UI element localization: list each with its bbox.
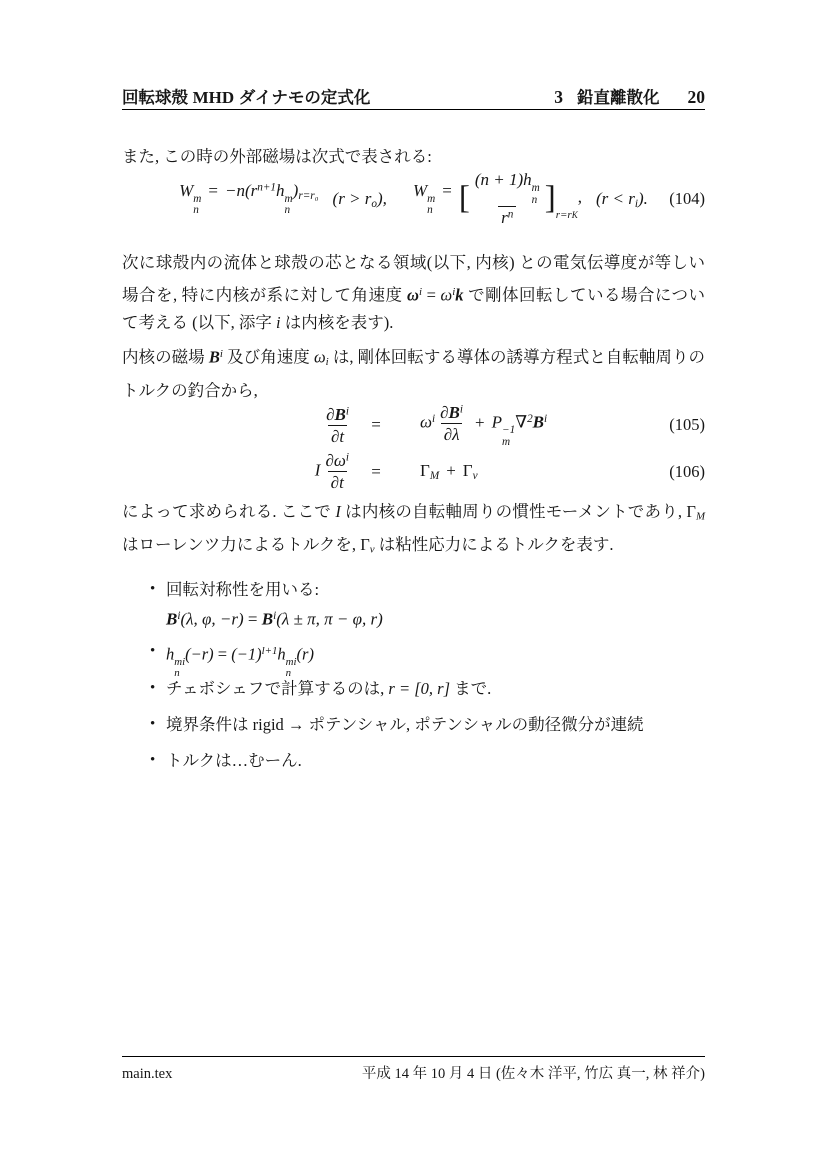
var-W: W <box>179 180 194 200</box>
sup-i: i <box>345 451 349 464</box>
sup-i: i <box>418 285 423 298</box>
equation-105 <box>122 402 705 449</box>
sub-nu: ν <box>472 470 478 483</box>
cond-close: ). <box>637 188 648 208</box>
bullet-icon: • <box>150 716 156 732</box>
equals-sign: = <box>371 461 381 481</box>
sub-i: i <box>634 197 638 210</box>
minus-n-paren: −n( <box>224 180 251 200</box>
sup-i: i <box>459 403 464 416</box>
sub-n: n <box>193 204 199 217</box>
supsub-mn <box>285 194 293 218</box>
text-run: チェボシェフで計算するのは, <box>166 679 389 698</box>
var-B-bold: B <box>261 609 274 629</box>
paragraph-inner-core <box>122 249 705 338</box>
comma: , <box>577 187 582 207</box>
var-I: I <box>314 460 321 480</box>
sup-i: i <box>273 610 277 622</box>
list-item-math <box>166 605 705 631</box>
var-r: r <box>501 208 508 228</box>
close-paren: ) <box>292 180 299 200</box>
plus-sign: + <box>446 461 456 481</box>
args: (r) <box>296 644 314 664</box>
var-h: h <box>276 180 285 200</box>
sup-m: m <box>193 192 202 205</box>
sup-i: i <box>345 405 349 418</box>
sup-i: i <box>432 413 436 426</box>
cond-open: (r < r <box>595 188 635 208</box>
equals-sign: = <box>208 180 218 200</box>
bracket-subscript <box>556 209 578 221</box>
equation-number-105: (105) <box>669 415 705 435</box>
sub-M: M <box>429 470 440 483</box>
args: (λ, φ, −r) <box>180 609 244 629</box>
supsub-mn <box>532 183 540 207</box>
sup-n-plus-1: n+1 <box>257 181 277 194</box>
equation-104 <box>122 168 705 230</box>
list-item <box>122 713 705 736</box>
header-title-pre: 回転球殻 <box>122 89 193 107</box>
equals-sign: = <box>213 644 232 664</box>
text-run: また, この時の外部磁場は次式で表される: <box>122 147 432 166</box>
sub-o: o <box>371 197 378 210</box>
fraction <box>437 402 466 446</box>
sup-mi: mi <box>174 655 186 668</box>
equation-106 <box>122 449 705 495</box>
var-h: h <box>277 644 286 664</box>
sub-i: i <box>325 356 329 369</box>
numerator-text: (n + 1)h <box>474 170 532 190</box>
header-title <box>122 84 370 108</box>
header-title-post: ダイナモの定式化 <box>234 89 371 107</box>
var-B-bold: B <box>532 412 545 432</box>
eq104-lhs1 <box>179 181 318 217</box>
sup-i: i <box>219 348 223 360</box>
equation-group <box>122 402 705 495</box>
var-i: i <box>276 313 281 333</box>
partial-B: ∂B <box>326 404 346 424</box>
args: (λ ± π, π − φ, r) <box>276 609 383 629</box>
var-B-bold: B <box>166 609 178 629</box>
supsub-P <box>502 425 515 449</box>
sup-m: m <box>531 181 540 194</box>
sup-m: m <box>284 192 293 205</box>
bullet-icon: • <box>150 680 156 696</box>
equation-number-104: (104) <box>669 189 705 208</box>
bullet-icon: • <box>150 581 156 597</box>
paragraph-torque <box>122 498 705 564</box>
left-bracket: [ <box>458 180 470 217</box>
equals-sign: = <box>442 180 452 200</box>
list-item <box>122 640 705 680</box>
list-item <box>122 749 705 772</box>
fraction <box>323 404 352 448</box>
bullet-list <box>122 578 705 793</box>
fraction <box>322 450 352 494</box>
sup-i: i <box>452 285 456 298</box>
header-section <box>554 84 705 108</box>
var-k-bold: k <box>455 284 464 304</box>
equals-sign: = <box>371 415 381 435</box>
list-item <box>122 677 705 700</box>
bullet-icon: • <box>150 752 156 768</box>
sub-n: n <box>427 204 433 217</box>
fraction-numerator <box>437 402 466 423</box>
fraction-denominator: ∂t <box>328 425 347 447</box>
var-Gamma: Γ <box>420 461 430 481</box>
sup-minus-1: −1 <box>502 424 516 437</box>
sup-i: i <box>177 610 181 622</box>
nabla-icon: ∇ <box>515 412 528 432</box>
var-I: I <box>335 502 341 521</box>
fraction <box>472 169 543 228</box>
var-B-bold: B <box>208 347 220 367</box>
sup-mi: mi <box>285 655 297 668</box>
sub-nu: ν <box>369 543 375 556</box>
var-omega: ω <box>420 412 433 432</box>
fraction-denominator: ∂λ <box>441 423 463 445</box>
footer-date-authors: 平成 14 年 10 月 4 日 (佐々木 洋平, 竹広 真一, 林 祥介) <box>361 1066 705 1082</box>
var-P: P <box>491 412 502 432</box>
bullet-icon: • <box>150 643 156 659</box>
text-run: によって求められる. ここで <box>122 502 336 521</box>
text-run: まで. <box>450 679 492 698</box>
cond-close: ), <box>377 188 387 208</box>
var-Gamma: Γ <box>360 535 370 555</box>
fraction-denominator: ∂t <box>328 471 347 493</box>
text-run: は内核の自転軸周りの慣性モーメントであり, <box>340 502 687 521</box>
sub-r-eq-r0: r=r₀ <box>298 189 319 202</box>
partial-B: ∂B <box>440 403 460 422</box>
var-omega: ω <box>313 347 326 367</box>
fraction-denominator <box>498 206 516 228</box>
text-run: 回転対称性を用いる: <box>166 580 320 599</box>
section-title: 鉛直離散化 <box>577 89 660 107</box>
list-item <box>122 578 705 631</box>
eq104-bracket-term <box>459 169 582 228</box>
plus-sign: + <box>475 412 485 432</box>
sup-2: 2 <box>527 413 533 426</box>
var-omega-bold: ω <box>407 284 419 304</box>
sub-M: M <box>695 510 706 523</box>
text-run: 境界条件は rigid → ポテンシャル, ポテンシャルの動径微分が連続 <box>166 715 644 734</box>
var-omega: ω <box>440 284 453 304</box>
eq105-rhs <box>398 402 705 449</box>
text-run: トルクは…むーん. <box>166 751 302 770</box>
equals-sign: = <box>422 284 441 304</box>
sub-n: n <box>284 204 291 217</box>
header-title-mhd: MHD <box>192 88 235 107</box>
args: (−r) <box>185 644 214 664</box>
text-run: 及び角速度 <box>222 347 314 367</box>
text-run: 内核の磁場 <box>122 347 209 367</box>
range-math: r = [0, r] <box>388 679 450 698</box>
var-r: r <box>250 180 258 200</box>
equals-sign: = <box>243 609 262 629</box>
var-Gamma: Γ <box>462 461 473 481</box>
sup-n: n <box>507 208 514 221</box>
eq104-condition1 <box>333 189 387 210</box>
fraction-numerator <box>472 169 543 206</box>
page-footer <box>122 1062 705 1083</box>
page-header <box>122 84 705 108</box>
sup-l-plus-1: l+1 <box>261 645 278 657</box>
eq106-lhs <box>122 450 354 494</box>
partial-omega: ∂ω <box>325 451 346 471</box>
sub-n: n <box>285 667 292 680</box>
text-run: はローレンツ力によるトルクを, <box>122 535 361 555</box>
text-run: で剛体回転している場合について考える (以下, 添字 <box>122 284 706 333</box>
page-number: 20 <box>687 87 705 107</box>
sup-m: m <box>427 192 436 205</box>
sub-m: m <box>502 436 511 449</box>
supsub-mn <box>427 194 435 218</box>
text-run: 次に球殻内の流体と球殻の芯となる領域(以下, 内核) との電気伝導度が等しい場合を, 特に内核が系に対して角速度 <box>122 253 705 304</box>
eq104-condition2 <box>596 189 648 210</box>
eq105-lhs <box>122 404 354 448</box>
header-rule <box>122 109 705 110</box>
var-W: W <box>412 180 428 200</box>
eq104-lhs2 <box>413 181 459 217</box>
base: (−1) <box>231 644 262 664</box>
sub-r-eq-r: r=r <box>555 208 572 221</box>
sup-i: i <box>544 413 548 426</box>
footer-rule <box>122 1056 705 1057</box>
sub-n: n <box>174 667 180 680</box>
footer-filename: main.tex <box>122 1066 173 1082</box>
right-bracket: ] <box>544 180 556 217</box>
equation-number-106: (106) <box>669 461 705 481</box>
text-run: は粘性応力によるトルクを表す. <box>374 535 614 555</box>
text-run: は内核を表す). <box>280 313 394 333</box>
fraction-numerator <box>323 404 352 425</box>
text-run: は, 剛体回転する導体の誘導方程式と自転軸周りのトルクの釣合から, <box>122 347 706 400</box>
eq106-rhs <box>398 461 705 482</box>
var-Gamma: Γ <box>686 502 696 521</box>
cond-open: (r > r <box>332 188 372 208</box>
paragraph-magnetic-field <box>122 340 705 405</box>
section-number: 3 <box>554 87 563 107</box>
var-h: h <box>166 644 175 664</box>
fraction-numerator <box>322 450 352 471</box>
sub-n: n <box>531 193 538 206</box>
subsub-K: K <box>571 209 578 220</box>
